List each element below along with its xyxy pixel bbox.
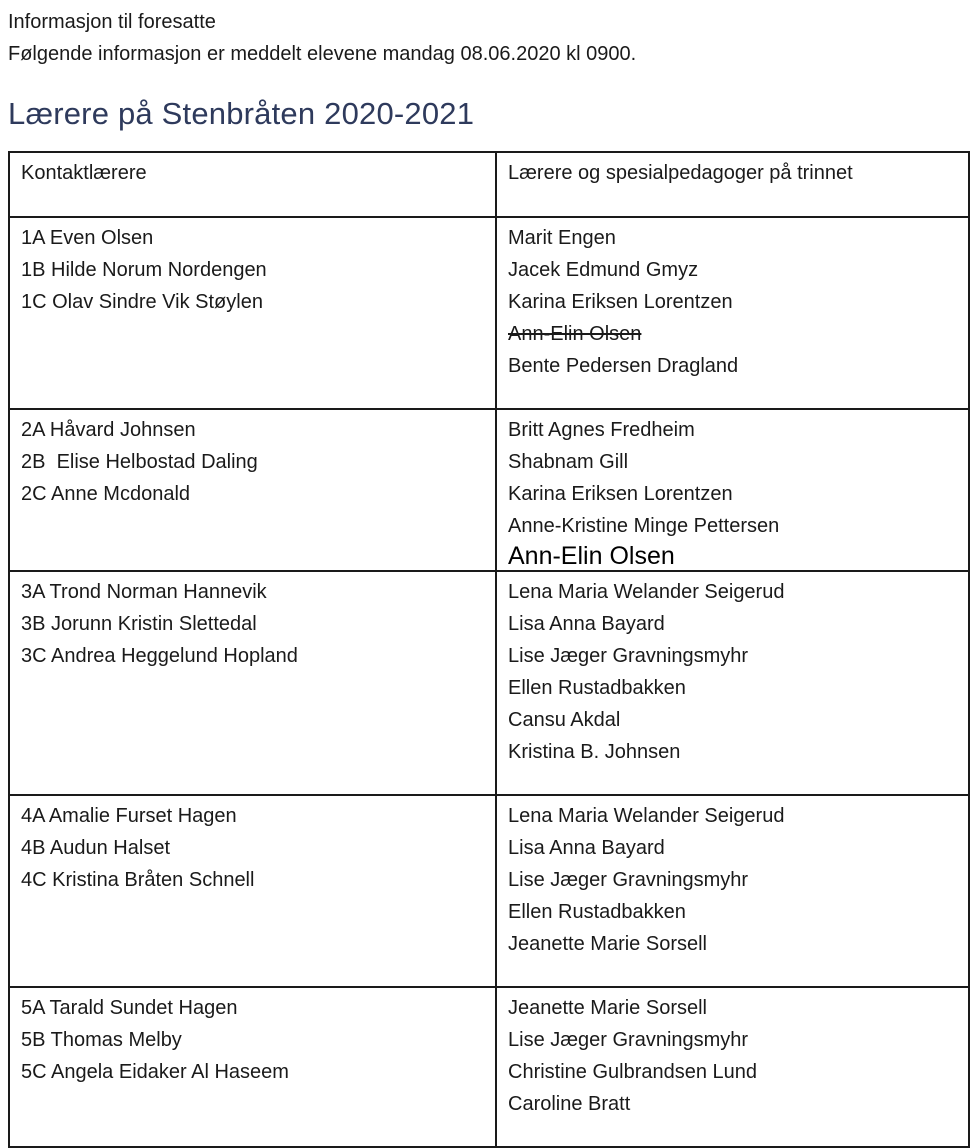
teacher-line: Karina Eriksen Lorentzen — [508, 291, 733, 313]
teachers-cell — [496, 987, 969, 1147]
teacher-line: Kristina B. Johnsen — [508, 741, 681, 763]
contact-line: 3A Trond Norman Hannevik — [21, 581, 267, 603]
teacher-line: Bente Pedersen Dragland — [508, 355, 739, 377]
header-teachers-specialists: Lærere og spesialpedagoger på trinnet — [496, 152, 969, 217]
teacher-line: Jeanette Marie Sorsell — [508, 933, 707, 955]
page-title: Lærere på Stenbråten 2020-2021 — [8, 96, 475, 131]
intro-line-1: Informasjon til foresatte — [8, 11, 216, 33]
teachers-cell — [496, 571, 969, 795]
teacher-line: Jacek Edmund Gmyz — [508, 259, 699, 281]
contact-line: 2B Elise Helbostad Daling — [21, 451, 258, 473]
table-header-row — [9, 152, 969, 217]
teacher-line: Lise Jæger Gravningsmyhr — [508, 869, 749, 891]
teacher-line: Christine Gulbrandsen Lund — [508, 1061, 758, 1083]
teacher-line: Caroline Bratt — [508, 1093, 631, 1115]
teachers-cell — [496, 795, 969, 987]
teacher-line: Lisa Anna Bayard — [508, 613, 665, 635]
intro-line-2: Følgende informasjon er meddelt elevene mandag 08.06.2020 kl 0900. — [8, 43, 637, 65]
teacher-line-struck-through: Ann-Elin Olsen — [508, 323, 642, 345]
contact-line: 3C Andrea Heggelund Hopland — [21, 645, 298, 667]
contacts-cell — [9, 217, 496, 409]
teacher-line: Anne-Kristine Minge Pettersen — [508, 515, 780, 537]
teacher-line: Lise Jæger Gravningsmyhr — [508, 645, 749, 667]
contact-line: 3B Jorunn Kristin Slettedal — [21, 613, 257, 635]
contacts-cell — [9, 571, 496, 795]
contact-line: 1A Even Olsen — [21, 227, 154, 249]
teacher-line: Cansu Akdal — [508, 709, 621, 731]
teachers-cell — [496, 217, 969, 409]
contact-line: 4B Audun Halset — [21, 837, 170, 859]
teacher-line-added: Ann-Elin Olsen — [508, 542, 675, 570]
teacher-line: Ellen Rustadbakken — [508, 901, 686, 923]
contact-line: 5B Thomas Melby — [21, 1029, 182, 1051]
contact-line: 5A Tarald Sundet Hagen — [21, 997, 238, 1019]
table-row — [9, 571, 969, 795]
teacher-line: Lena Maria Welander Seigerud — [508, 581, 785, 603]
teacher-line: Jeanette Marie Sorsell — [508, 997, 707, 1019]
table-row — [9, 409, 969, 571]
contact-line: 4C Kristina Bråten Schnell — [21, 869, 255, 891]
contacts-cell — [9, 409, 496, 571]
contact-line: 4A Amalie Furset Hagen — [21, 805, 237, 827]
teachers-table — [8, 151, 970, 1148]
contact-line: 1C Olav Sindre Vik Støylen — [21, 291, 263, 313]
table-row — [9, 217, 969, 409]
contacts-cell — [9, 795, 496, 987]
contact-line: 2C Anne Mcdonald — [21, 483, 191, 505]
teacher-line: Lisa Anna Bayard — [508, 837, 665, 859]
teacher-line: Shabnam Gill — [508, 451, 629, 473]
teacher-line: Lena Maria Welander Seigerud — [508, 805, 785, 827]
teacher-line: Britt Agnes Fredheim — [508, 419, 695, 441]
teacher-line: Marit Engen — [508, 227, 616, 249]
table-row — [9, 795, 969, 987]
contact-line: 1B Hilde Norum Nordengen — [21, 259, 267, 281]
teacher-line: Ellen Rustadbakken — [508, 677, 686, 699]
teachers-cell — [496, 409, 969, 571]
table-row — [9, 987, 969, 1147]
contacts-cell — [9, 987, 496, 1147]
contact-line: 5C Angela Eidaker Al Haseem — [21, 1061, 289, 1083]
contact-line: 2A Håvard Johnsen — [21, 419, 196, 441]
intro-text — [8, 6, 636, 70]
header-contact-teachers: Kontaktlærere — [9, 152, 496, 217]
teacher-line: Karina Eriksen Lorentzen — [508, 483, 733, 505]
teacher-line: Lise Jæger Gravningsmyhr — [508, 1029, 749, 1051]
